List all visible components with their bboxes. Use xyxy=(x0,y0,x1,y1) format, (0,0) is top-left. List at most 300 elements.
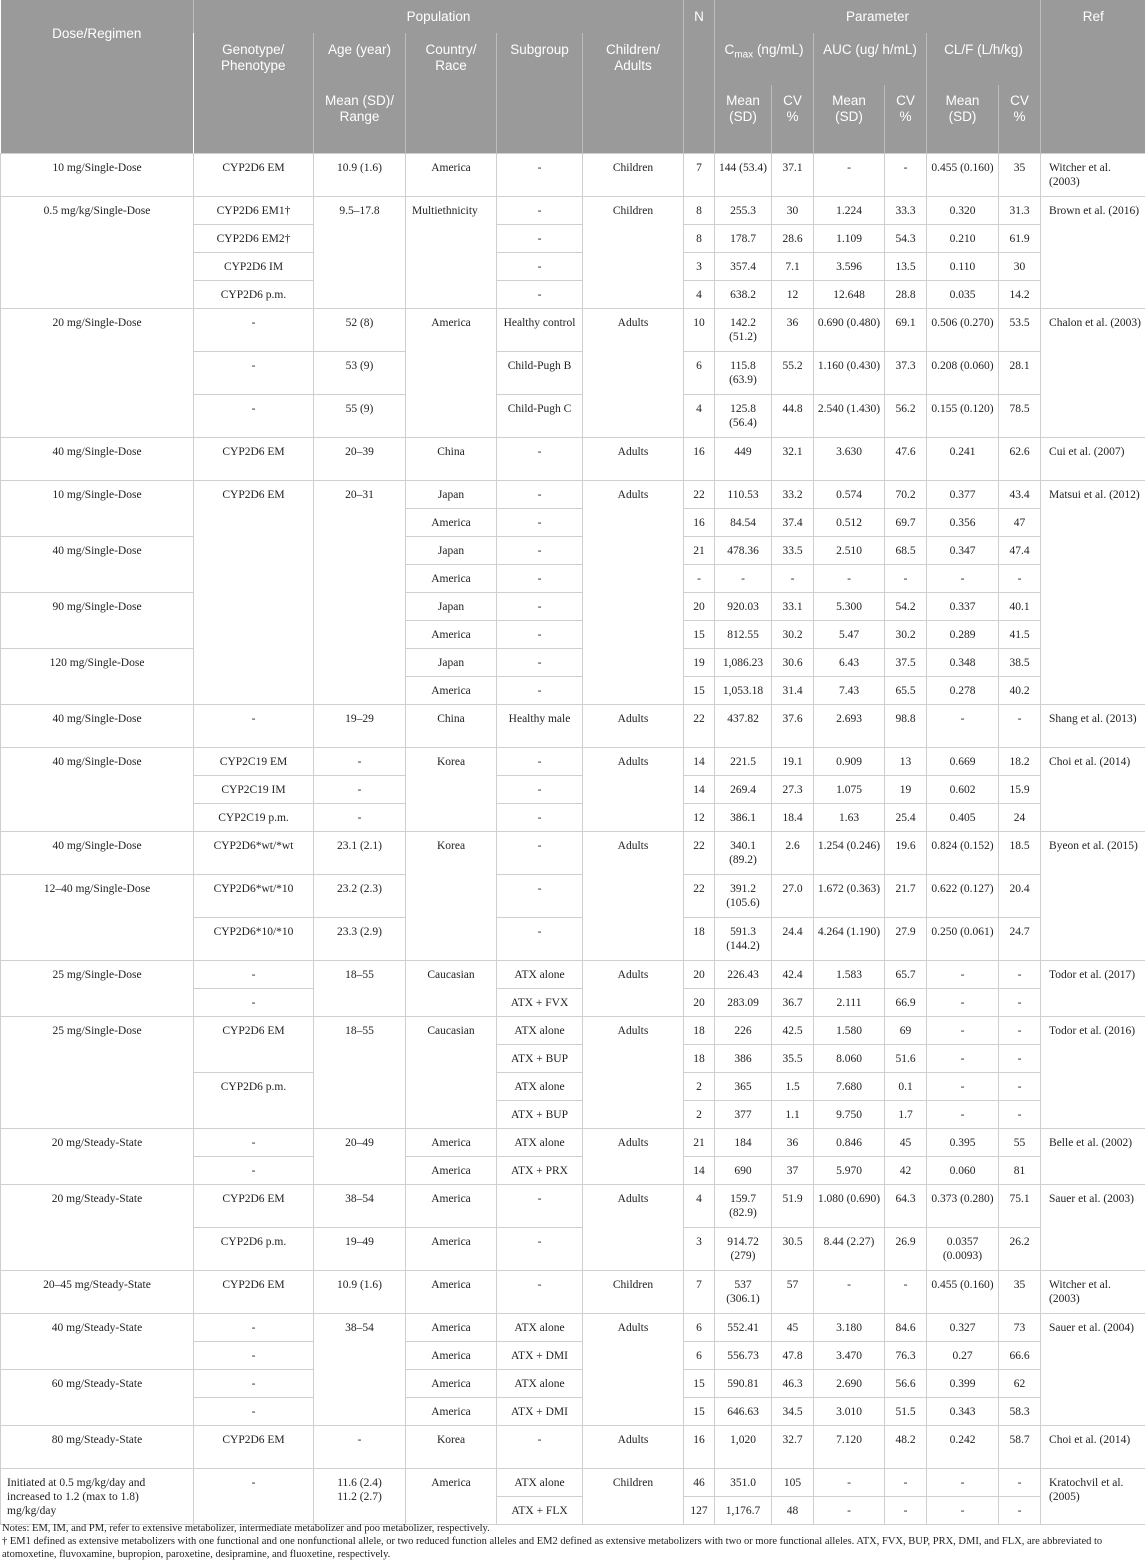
table-cell: - xyxy=(927,1468,999,1496)
table-cell: 15 xyxy=(684,620,715,648)
table-cell: ATX alone xyxy=(497,1072,583,1100)
table-cell: 552.41 xyxy=(715,1313,772,1341)
table-cell: 76.3 xyxy=(885,1341,927,1369)
table-cell: - xyxy=(194,1156,314,1184)
table-cell: 3 xyxy=(684,252,715,280)
table-cell: Initiated at 0.5 mg/kg/day and increased to 1.2 (max to 1.8) mg/kg/day xyxy=(1,1468,194,1524)
table-cell: 30 xyxy=(999,252,1041,280)
table-cell: 3.470 xyxy=(814,1341,885,1369)
table-cell: 812.55 xyxy=(715,620,772,648)
header-ref: Ref xyxy=(1041,0,1145,153)
table-cell: 69.1 xyxy=(885,308,927,351)
table-cell: 357.4 xyxy=(715,252,772,280)
table-cell: 0.27 xyxy=(927,1341,999,1369)
table-cell: 66.9 xyxy=(885,988,927,1016)
table-cell: - xyxy=(814,1496,885,1524)
table-cell: Sauer et al. (2004) xyxy=(1041,1313,1145,1425)
table-cell: 7.680 xyxy=(814,1072,885,1100)
table-row xyxy=(1,308,1145,351)
table-cell: 1.580 xyxy=(814,1016,885,1044)
table-cell: 1.160 (0.430) xyxy=(814,351,885,394)
table-cell: America xyxy=(406,1156,497,1184)
table-cell: 56.2 xyxy=(885,394,927,437)
table-cell: 0.327 xyxy=(927,1313,999,1341)
table-cell: - xyxy=(497,280,583,308)
table-cell: CYP2D6 EM1† xyxy=(194,196,314,224)
table-cell: 20 xyxy=(684,592,715,620)
table-cell: - xyxy=(999,1496,1041,1524)
table-cell: 40 mg/Single-Dose xyxy=(1,437,194,480)
table-cell: 45 xyxy=(772,1313,814,1341)
table-cell: - xyxy=(194,1128,314,1156)
table-cell: 0.455 (0.160) xyxy=(927,1270,999,1313)
table-cell: 127 xyxy=(684,1496,715,1524)
table-cell: 0.669 xyxy=(927,747,999,775)
table-cell: Japan xyxy=(406,536,497,564)
table-cell: 52 (8) xyxy=(314,308,406,351)
table-cell: 26.9 xyxy=(885,1227,927,1270)
table-cell: 2 xyxy=(684,1072,715,1100)
header-subgroup: Subgroup xyxy=(497,33,583,85)
table-cell: 24.7 xyxy=(999,917,1041,960)
header-cl-cv: CV % xyxy=(999,85,1041,153)
table-cell: Children xyxy=(583,1270,684,1313)
table-cell: 6.43 xyxy=(814,648,885,676)
table-cell: 20.4 xyxy=(999,874,1041,917)
table-cell: - xyxy=(497,917,583,960)
table-cell: 5.300 xyxy=(814,592,885,620)
table-cell: - xyxy=(927,704,999,747)
table-cell: ATX + DMI xyxy=(497,1397,583,1425)
table-cell: Cui et al. (2007) xyxy=(1041,437,1145,480)
table-row xyxy=(1,1369,1145,1397)
table-row xyxy=(1,831,1145,874)
table-cell: 46 xyxy=(684,1468,715,1496)
table-cell: 18 xyxy=(684,1016,715,1044)
table-cell: - xyxy=(314,775,406,803)
table-cell: 391.2 (105.6) xyxy=(715,874,772,917)
table-cell: - xyxy=(497,803,583,831)
table-cell: 0.622 (0.127) xyxy=(927,874,999,917)
table-cell: 115.8 (63.9) xyxy=(715,351,772,394)
table-cell: 10 mg/Single-Dose xyxy=(1,480,194,536)
table-cell: - xyxy=(497,592,583,620)
table-cell: Belle et al. (2002) xyxy=(1041,1128,1145,1184)
table-cell: 23.1 (2.1) xyxy=(314,831,406,874)
table-cell: 18.2 xyxy=(999,747,1041,775)
table-cell: ATX alone xyxy=(497,1016,583,1044)
table-cell: 21 xyxy=(684,536,715,564)
table-cell: 0.455 (0.160) xyxy=(927,153,999,196)
table-cell: - xyxy=(814,564,885,592)
table-cell: Shang et al. (2013) xyxy=(1041,704,1145,747)
table-cell: 6 xyxy=(684,351,715,394)
table-cell: 0.347 xyxy=(927,536,999,564)
table-cell: 15 xyxy=(684,1397,715,1425)
table-cell: 1.63 xyxy=(814,803,885,831)
table-cell: 56.6 xyxy=(885,1369,927,1397)
table-cell: 125.8 (56.4) xyxy=(715,394,772,437)
header-clf: CL/F (L/h/kg) xyxy=(927,33,1041,85)
table-row xyxy=(1,536,1145,564)
table-cell: 14 xyxy=(684,775,715,803)
table-cell: 0.110 xyxy=(927,252,999,280)
table-cell: CYP2D6 EM xyxy=(194,1270,314,1313)
table-cell: 75.1 xyxy=(999,1184,1041,1227)
table-cell: - xyxy=(885,1468,927,1496)
table-cell: CYP2D6 EM xyxy=(194,480,314,704)
table-cell: Adults xyxy=(583,308,684,437)
table-cell: - xyxy=(814,1468,885,1496)
table-cell: Caucasian xyxy=(406,1016,497,1128)
table-cell: 78.5 xyxy=(999,394,1041,437)
table-cell: Choi et al. (2014) xyxy=(1041,1425,1145,1468)
table-cell: Children xyxy=(583,1468,684,1524)
table-cell: 12 xyxy=(772,280,814,308)
table-cell: 54.3 xyxy=(885,224,927,252)
table-cell: - xyxy=(314,747,406,775)
table-cell: CYP2D6*wt/*10 xyxy=(194,874,314,917)
table-cell: 1.254 (0.246) xyxy=(814,831,885,874)
table-cell: - xyxy=(999,1044,1041,1072)
table-cell: 62 xyxy=(999,1369,1041,1397)
table-cell: 18.5 xyxy=(999,831,1041,874)
table-cell: 3.596 xyxy=(814,252,885,280)
table-cell: Byeon et al. (2015) xyxy=(1041,831,1145,960)
table-cell: CYP2D6 EM2† xyxy=(194,224,314,252)
table-cell: 646.63 xyxy=(715,1397,772,1425)
table-cell: - xyxy=(927,1016,999,1044)
table-cell: Healthy male xyxy=(497,704,583,747)
table-cell: Child-Pugh C xyxy=(497,394,583,437)
table-cell: - xyxy=(497,196,583,224)
header-subgroup-stat xyxy=(497,85,583,153)
table-cell: 90 mg/Single-Dose xyxy=(1,592,194,648)
table-row xyxy=(1,1468,1145,1496)
table-cell: America xyxy=(406,1270,497,1313)
table-cell: 30 xyxy=(772,196,814,224)
table-cell: - xyxy=(497,676,583,704)
table-cell: 51.9 xyxy=(772,1184,814,1227)
table-cell: 377 xyxy=(715,1100,772,1128)
table-cell: - xyxy=(497,437,583,480)
table-cell: 22 xyxy=(684,480,715,508)
table-cell: CYP2D6 IM xyxy=(194,252,314,280)
table-cell: 48.2 xyxy=(885,1425,927,1468)
table-cell: - xyxy=(715,564,772,592)
header-children-adults: Children/ Adults xyxy=(583,33,684,85)
table-cell: 27.3 xyxy=(772,775,814,803)
table-cell: CYP2C19 EM xyxy=(194,747,314,775)
table-cell: - xyxy=(194,1369,314,1397)
table-cell: 66.6 xyxy=(999,1341,1041,1369)
table-cell: 69.7 xyxy=(885,508,927,536)
table-cell: CYP2C19 IM xyxy=(194,775,314,803)
table-cell: 386 xyxy=(715,1044,772,1072)
table-cell: - xyxy=(194,988,314,1016)
header-genotype-stat xyxy=(194,85,314,153)
table-cell: - xyxy=(927,1496,999,1524)
table-cell: 33.3 xyxy=(885,196,927,224)
table-cell: 37.1 xyxy=(772,153,814,196)
table-cell: 0.395 xyxy=(927,1128,999,1156)
table-cell: 386.1 xyxy=(715,803,772,831)
table-cell: 44.8 xyxy=(772,394,814,437)
table-cell: 58.7 xyxy=(999,1425,1041,1468)
table-cell: 537 (306.1) xyxy=(715,1270,772,1313)
table-cell: 35.5 xyxy=(772,1044,814,1072)
table-cell: 19–29 xyxy=(314,704,406,747)
table-cell: 28.1 xyxy=(999,351,1041,394)
table-cell: - xyxy=(497,620,583,648)
table-cell: 47.6 xyxy=(885,437,927,480)
header-population: Population xyxy=(194,0,684,33)
table-cell: 3.180 xyxy=(814,1313,885,1341)
table-cell: - xyxy=(194,394,314,437)
table-cell: - xyxy=(497,564,583,592)
table-cell: ATX + PRX xyxy=(497,1156,583,1184)
table-cell: 55.2 xyxy=(772,351,814,394)
table-row xyxy=(1,1184,1145,1227)
table-cell: 0.210 xyxy=(927,224,999,252)
table-cell: 6 xyxy=(684,1313,715,1341)
table-cell: 591.3 (144.2) xyxy=(715,917,772,960)
table-cell: 2.693 xyxy=(814,704,885,747)
table-cell: 38–54 xyxy=(314,1184,406,1227)
table-cell: 1.224 xyxy=(814,196,885,224)
table-cell: 10 mg/Single-Dose xyxy=(1,153,194,196)
table-cell: 0.320 xyxy=(927,196,999,224)
table-cell: 0.278 xyxy=(927,676,999,704)
table-cell: 11.6 (2.4) 11.2 (2.7) xyxy=(314,1468,406,1524)
table-cell: 61.9 xyxy=(999,224,1041,252)
table-cell: CYP2C19 p.m. xyxy=(194,803,314,831)
table-cell: 0.250 (0.061) xyxy=(927,917,999,960)
table-cell: 0.155 (0.120) xyxy=(927,394,999,437)
table-cell: 556.73 xyxy=(715,1341,772,1369)
table-cell: 30.2 xyxy=(885,620,927,648)
table-cell: 2.6 xyxy=(772,831,814,874)
table-cell: 4 xyxy=(684,1184,715,1227)
table-cell: 24.4 xyxy=(772,917,814,960)
table-cell: 8.44 (2.27) xyxy=(814,1227,885,1270)
table-row xyxy=(1,960,1145,988)
table-cell: 18–55 xyxy=(314,960,406,1016)
header-auc: AUC (ug/ h/mL) xyxy=(814,33,927,85)
table-cell: 18 xyxy=(684,1044,715,1072)
table-cell: 34.5 xyxy=(772,1397,814,1425)
table-cell: 0.602 xyxy=(927,775,999,803)
table-cell: 69 xyxy=(885,1016,927,1044)
table-cell: 16 xyxy=(684,508,715,536)
table-row xyxy=(1,480,1145,508)
table-cell: 120 mg/Single-Dose xyxy=(1,648,194,704)
table-cell: 914.72 (279) xyxy=(715,1227,772,1270)
table-cell: - xyxy=(885,153,927,196)
table-cell: 30.5 xyxy=(772,1227,814,1270)
table-cell: 7.120 xyxy=(814,1425,885,1468)
table-cell: 0.909 xyxy=(814,747,885,775)
table-cell: - xyxy=(497,252,583,280)
table-cell: - xyxy=(497,747,583,775)
table-cell: Japan xyxy=(406,648,497,676)
table-cell: Caucasian xyxy=(406,960,497,1016)
table-cell: 2.510 xyxy=(814,536,885,564)
table-cell: Chalon et al. (2003) xyxy=(1041,308,1145,437)
table-cell: CYP2D6 EM xyxy=(194,1184,314,1227)
table-cell: 35 xyxy=(999,153,1041,196)
table-cell: 0.337 xyxy=(927,592,999,620)
table-cell: - xyxy=(814,153,885,196)
header-auc-mean: Mean (SD) xyxy=(814,85,885,153)
table-cell: 8 xyxy=(684,224,715,252)
table-cell: - xyxy=(497,648,583,676)
table-cell: 5.970 xyxy=(814,1156,885,1184)
table-row xyxy=(1,648,1145,676)
table-cell: 269.4 xyxy=(715,775,772,803)
table-cell: 15 xyxy=(684,1369,715,1397)
table-cell: 45 xyxy=(885,1128,927,1156)
table-cell: 0.0357 (0.0093) xyxy=(927,1227,999,1270)
table-cell: Japan xyxy=(406,480,497,508)
table-cell: 478.36 xyxy=(715,536,772,564)
table-cell: 0.060 xyxy=(927,1156,999,1184)
table-cell: 142.2 (51.2) xyxy=(715,308,772,351)
table-cell: 36.7 xyxy=(772,988,814,1016)
table-cell: 437.82 xyxy=(715,704,772,747)
table-cell: 449 xyxy=(715,437,772,480)
table-notes xyxy=(2,1522,1142,1561)
table-cell: Adults xyxy=(583,747,684,831)
table-cell: 27.0 xyxy=(772,874,814,917)
table-cell: Witcher et al. (2003) xyxy=(1041,153,1145,196)
table-cell: CYP2D6 EM xyxy=(194,1016,314,1072)
table-cell: - xyxy=(497,831,583,874)
table-cell: 0.824 (0.152) xyxy=(927,831,999,874)
table-cell: 20–45 mg/Steady-State xyxy=(1,1270,194,1313)
table-cell: 40 mg/Single-Dose xyxy=(1,536,194,592)
table-cell: 33.5 xyxy=(772,536,814,564)
table-cell: 20 mg/Single-Dose xyxy=(1,308,194,437)
table-cell: Adults xyxy=(583,480,684,704)
table-cell: 42.5 xyxy=(772,1016,814,1044)
table-cell: 40 mg/Single-Dose xyxy=(1,831,194,874)
header-country-stat xyxy=(406,85,497,153)
table-cell: 98.8 xyxy=(885,704,927,747)
table-cell: CYP2D6 EM xyxy=(194,437,314,480)
table-cell: 46.3 xyxy=(772,1369,814,1397)
table-cell: 25 mg/Single-Dose xyxy=(1,1016,194,1128)
table-cell: 81 xyxy=(999,1156,1041,1184)
table-cell: Adults xyxy=(583,831,684,960)
table-cell: 22 xyxy=(684,704,715,747)
table-cell: - xyxy=(999,1016,1041,1044)
table-cell: 1.5 xyxy=(772,1072,814,1100)
header-genotype: Genotype/ Phenotype xyxy=(194,33,314,85)
table-cell: 47 xyxy=(999,508,1041,536)
table-cell: America xyxy=(406,153,497,196)
table-cell: - xyxy=(497,480,583,508)
table-cell: 226 xyxy=(715,1016,772,1044)
table-cell: 18.4 xyxy=(772,803,814,831)
table-row xyxy=(1,704,1145,747)
table-cell: - xyxy=(927,1100,999,1128)
table-cell: Adults xyxy=(583,1313,684,1425)
table-cell: 159.7 (82.9) xyxy=(715,1184,772,1227)
table-cell: 8.060 xyxy=(814,1044,885,1072)
header-children-stat xyxy=(583,85,684,153)
table-cell: 65.5 xyxy=(885,676,927,704)
table-cell: 2 xyxy=(684,1100,715,1128)
table-cell: 51.6 xyxy=(885,1044,927,1072)
table-cell: 7 xyxy=(684,153,715,196)
table-cell: Adults xyxy=(583,1184,684,1270)
table-cell: ATX + BUP xyxy=(497,1100,583,1128)
table-cell: 37.4 xyxy=(772,508,814,536)
table-cell: - xyxy=(927,988,999,1016)
header-cmax-subscript: max xyxy=(734,49,754,61)
table-cell: ATX alone xyxy=(497,1313,583,1341)
table-cell: 0.242 xyxy=(927,1425,999,1468)
table-cell: 37.6 xyxy=(772,704,814,747)
table-cell: Adults xyxy=(583,1128,684,1184)
header-auc-cv: CV % xyxy=(885,85,927,153)
table-cell: 20–31 xyxy=(314,480,406,704)
table-cell: 32.7 xyxy=(772,1425,814,1468)
table-cell: - xyxy=(814,1270,885,1313)
table-cell: 14.2 xyxy=(999,280,1041,308)
table-cell: 184 xyxy=(715,1128,772,1156)
table-cell: 84.6 xyxy=(885,1313,927,1341)
table-cell: - xyxy=(497,1227,583,1270)
table-row xyxy=(1,1128,1145,1156)
table-cell: - xyxy=(772,564,814,592)
table-cell: Japan xyxy=(406,592,497,620)
table-cell: CYP2D6 p.m. xyxy=(194,1227,314,1270)
table-cell: 6 xyxy=(684,1341,715,1369)
table-cell: 12–40 mg/Single-Dose xyxy=(1,874,194,960)
table-cell: ATX alone xyxy=(497,960,583,988)
table-cell: 14 xyxy=(684,1156,715,1184)
table-cell: - xyxy=(194,351,314,394)
table-cell: 65.7 xyxy=(885,960,927,988)
table-cell: 0.405 xyxy=(927,803,999,831)
table-body xyxy=(1,153,1145,1524)
table-cell: 0.5 mg/kg/Single-Dose xyxy=(1,196,194,308)
table-cell: ATX alone xyxy=(497,1369,583,1397)
table-cell: - xyxy=(497,1184,583,1227)
table-cell: 4 xyxy=(684,280,715,308)
table-cell: 5.47 xyxy=(814,620,885,648)
table-cell: 40 mg/Single-Dose xyxy=(1,704,194,747)
table-cell: 22 xyxy=(684,874,715,917)
table-cell: CYP2D6*10/*10 xyxy=(194,917,314,960)
table-cell: 0.289 xyxy=(927,620,999,648)
table-cell: Todor et al. (2017) xyxy=(1041,960,1145,1016)
notes-definitions: † EM1 defined as extensive metabolizers with one functional and one nonfunctional allele, or two reduced function alleles and EM2 defined as extensive metabolizers with two or more functional alleles. ATX, FVX, BUP, PRX, DMI, and FLX, are abbreviated to atomoxetine, fluvoxamine, bupropion, paroxetine, desipramine, and fluoxetine, respectively. xyxy=(2,1536,1103,1560)
table-cell: 1,053.18 xyxy=(715,676,772,704)
table-cell: 178.7 xyxy=(715,224,772,252)
table-cell: 62.6 xyxy=(999,437,1041,480)
header-cmax xyxy=(715,33,814,85)
table-cell: - xyxy=(885,1496,927,1524)
table-cell: 68.5 xyxy=(885,536,927,564)
table-cell: - xyxy=(885,564,927,592)
table-cell: 1,086.23 xyxy=(715,648,772,676)
table-cell: 20 xyxy=(684,988,715,1016)
table-cell: 19 xyxy=(684,648,715,676)
table-cell: ATX + FVX xyxy=(497,988,583,1016)
